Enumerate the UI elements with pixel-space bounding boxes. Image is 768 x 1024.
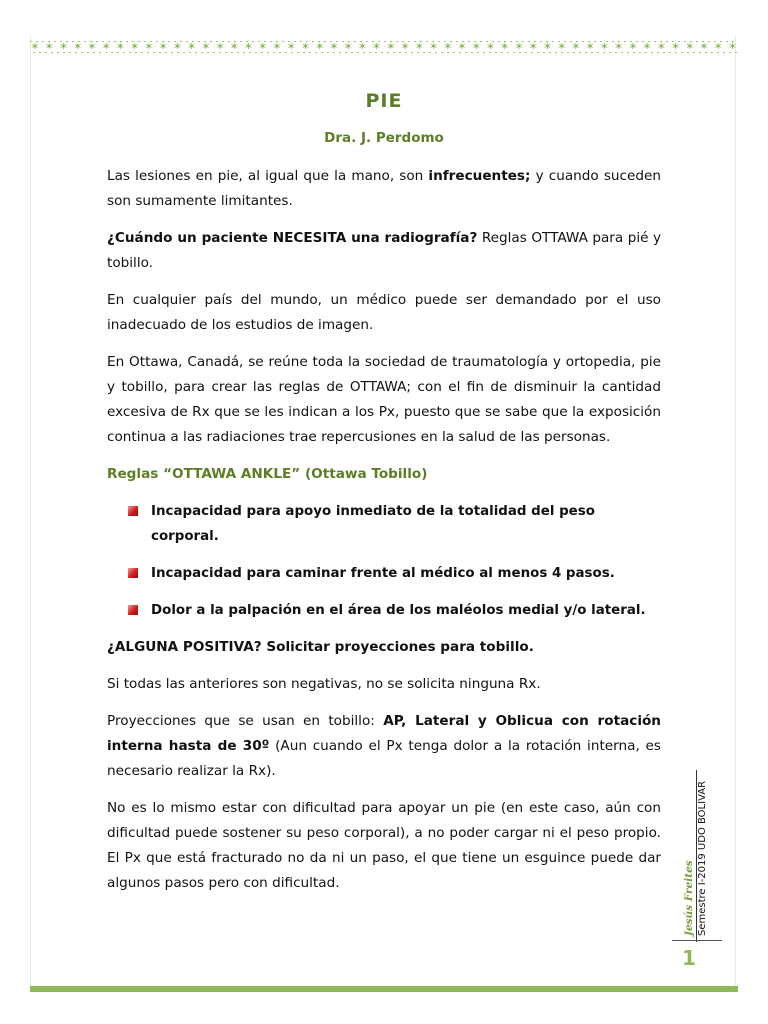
star-ornament-icon: ✶ <box>528 40 538 53</box>
star-ornament-icon: ✶ <box>158 40 168 53</box>
text-run: Reglas OTTAWA para pié y tobillo. <box>107 230 661 271</box>
star-ornament-icon: ✶ <box>614 40 624 53</box>
text-run: y cuando suceden son sumamente limitantes. <box>107 168 661 209</box>
star-ornament-icon: ✶ <box>272 40 282 53</box>
bold-text-run: ¿Cuándo un paciente NECESITA una radiografía? <box>107 230 478 246</box>
star-ornament-icon: ✶ <box>685 40 695 53</box>
star-ornament-icon: ✶ <box>727 40 738 53</box>
top-decorative-band <box>30 38 738 56</box>
star-ornament-icon: ✶ <box>300 40 311 53</box>
star-ornament-icon: ✶ <box>343 40 353 53</box>
star-ornament-icon: ✶ <box>58 40 69 53</box>
star-ornament-icon: ✶ <box>357 40 367 53</box>
text-run: Proyecciones que se usan en tobillo: <box>107 713 384 729</box>
list-item-text: Incapacidad para apoyo inmediato de la totalidad del peso corporal. <box>151 504 595 544</box>
red-square-bullet-icon <box>128 568 138 578</box>
star-ornament-icon: ✶ <box>542 40 553 53</box>
star-ornament-icon: ✶ <box>87 40 97 53</box>
star-ornament-icon: ✶ <box>144 40 154 53</box>
bold-text-run: infrecuentes; <box>428 168 531 184</box>
star-ornament-icon: ✶ <box>315 40 325 53</box>
star-ornament-icon: ✶ <box>500 40 510 53</box>
star-ornament-icon: ✶ <box>286 40 296 53</box>
star-ornament-icon: ✶ <box>243 40 254 53</box>
side-semester: Semestre I-2019 UDO BOLÍVAR <box>697 780 708 936</box>
star-ornament-icon: ✶ <box>386 40 396 53</box>
star-ornament-icon: ✶ <box>585 40 595 53</box>
bold-text-run: ¿ALGUNA POSITIVA? Solicitar proyecciones para tobillo. <box>107 639 534 655</box>
star-ornament-icon: ✶ <box>485 40 496 53</box>
star-ornament-icon: ✶ <box>229 40 239 53</box>
document-title: PIE <box>365 90 403 112</box>
paragraph-ottawa: En Ottawa, Canadá, se reúne toda la sociedad de traumatología y ortopedia, pie y tobillo, para crear las reglas de OTTAWA; con el fin de disminuir la cantidad excesiva de Rx que se les indican a los Px, puesto que se sabe que la exposición continua a las radiaciones trae repercusiones en la salud de las personas. <box>107 354 661 445</box>
paragraph-weight-bearing: No es lo mismo estar con dificultad para apoyar un pie (en este caso, aún con dificultad puede sostener su peso corporal), a no poder cargar ni el peso propio. El Px que está fracturado no da ni un paso, el que tiene un esguince puede dar algunos pasos pero con dificultad. <box>107 800 661 891</box>
star-ornament-icon: ✶ <box>514 40 524 53</box>
side-author: Jesús Freites <box>683 860 695 936</box>
star-ornament-icon: ✶ <box>172 40 182 53</box>
ottawa-rules-list <box>107 499 661 623</box>
star-ornament-icon: ✶ <box>599 40 609 53</box>
star-ornament-icon: ✶ <box>186 40 197 53</box>
star-ornament-icon: ✶ <box>471 40 481 53</box>
star-ornament-icon: ✶ <box>656 40 666 53</box>
paragraph-negative: Si todas las anteriores son negativas, no se solicita ninguna Rx. <box>107 676 541 692</box>
star-ornament-icon: ✶ <box>414 40 424 53</box>
text-run: Las lesiones en pie, al igual que la mano, son <box>107 168 429 184</box>
paragraph-positive <box>107 635 661 660</box>
page-number: 1 <box>682 946 696 970</box>
star-ornament-icon: ✶ <box>713 40 723 53</box>
bottom-rule <box>30 986 738 992</box>
text-run: (Aun cuando el Px tenga dolor a la rotación interna, es necesario realizar la Rx). <box>107 738 661 779</box>
star-ornament-icon: ✶ <box>642 40 652 53</box>
side-tick <box>672 940 722 941</box>
star-ornament-icon: ✶ <box>670 40 681 53</box>
star-ornament-icon: ✶ <box>201 40 211 53</box>
star-ornament-icon: ✶ <box>428 40 439 53</box>
star-ornament-icon: ✶ <box>215 40 225 53</box>
star-ornament-icon: ✶ <box>699 40 709 53</box>
document-body <box>107 164 661 908</box>
star-ornament-icon: ✶ <box>130 40 140 53</box>
star-ornament-icon: ✶ <box>44 40 54 53</box>
list-item <box>107 598 661 623</box>
paragraph-imaging: En cualquier país del mundo, un médico puede ser demandado por el uso inadecuado de los estudios de imagen. <box>107 292 661 333</box>
star-ornament-icon: ✶ <box>30 40 40 53</box>
star-ornament-icon: ✶ <box>115 40 126 53</box>
star-ornament-icon: ✶ <box>329 40 339 53</box>
star-ornament-icon: ✶ <box>571 40 581 53</box>
paragraph-projections <box>107 709 661 784</box>
red-square-bullet-icon <box>128 506 138 516</box>
star-ornament-icon: ✶ <box>372 40 382 53</box>
star-ornament-icon: ✶ <box>400 40 410 53</box>
paragraph-intro <box>107 164 661 214</box>
side-divider <box>696 770 697 942</box>
paragraph-question <box>107 226 661 276</box>
section-subheading: Reglas “OTTAWA ANKLE” (Ottawa Tobillo) <box>107 466 428 482</box>
list-item-text: Dolor a la palpación en el área de los maléolos medial y/o lateral. <box>151 603 646 618</box>
star-ornament-icon: ✶ <box>443 40 453 53</box>
star-ornament-icon: ✶ <box>101 40 111 53</box>
list-item <box>107 499 661 549</box>
star-ornament-icon: ✶ <box>557 40 567 53</box>
star-ornament-icon: ✶ <box>258 40 268 53</box>
star-ornament-icon: ✶ <box>457 40 467 53</box>
list-item <box>107 561 661 586</box>
red-square-bullet-icon <box>128 605 138 615</box>
document-author: Dra. J. Perdomo <box>324 130 444 146</box>
list-item-text: Incapacidad para caminar frente al médico al menos 4 pasos. <box>151 566 615 581</box>
bold-text-run: AP, Lateral y Oblicua con rotación interna hasta de 30º <box>107 713 661 754</box>
star-ornament-icon: ✶ <box>73 40 83 53</box>
star-ornament-icon: ✶ <box>628 40 638 53</box>
